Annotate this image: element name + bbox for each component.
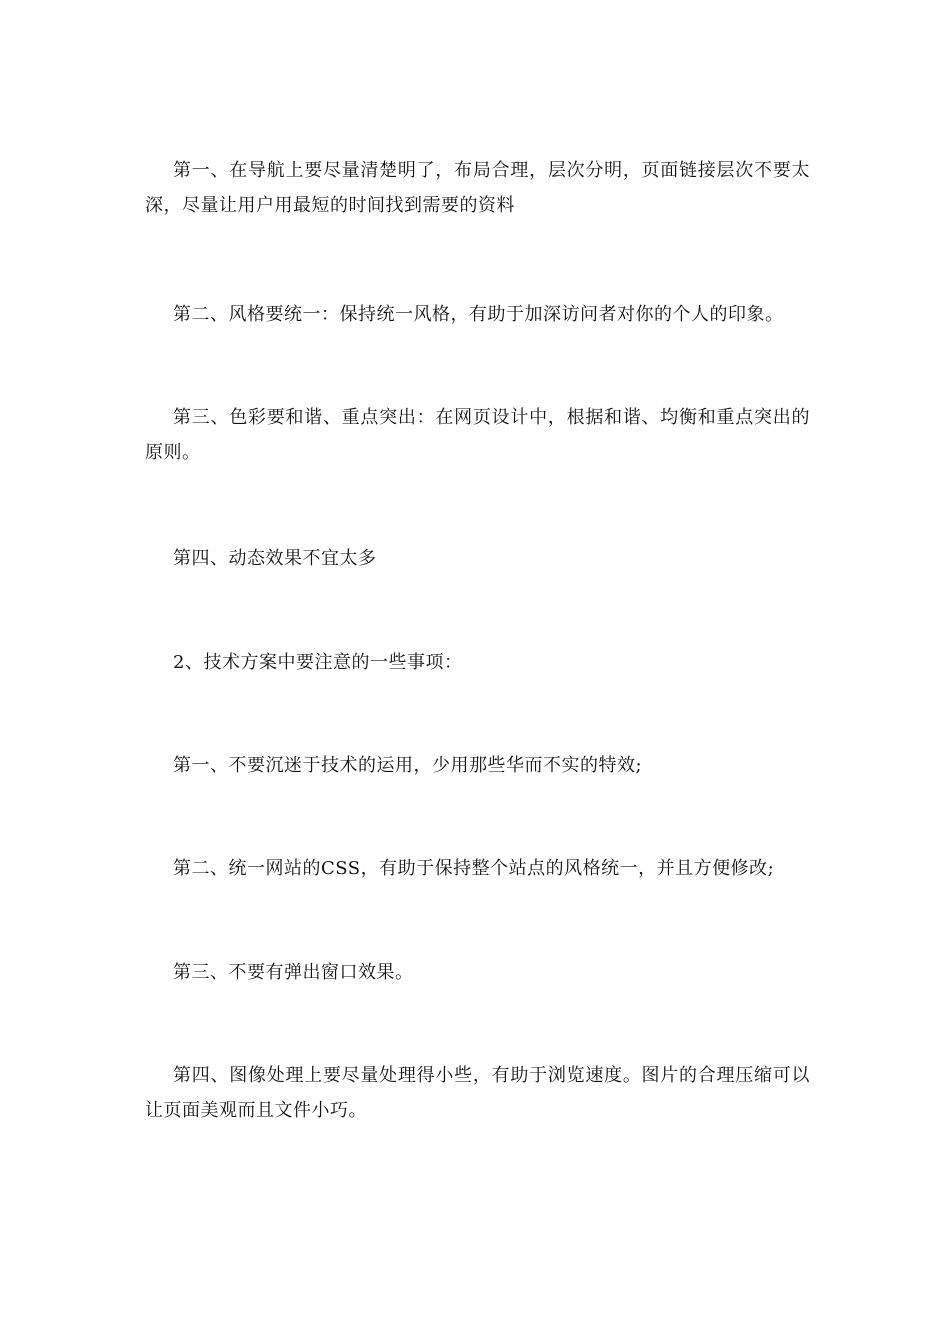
paragraph-dynamic-effects: 第四、动态效果不宜太多 — [173, 548, 377, 569]
paragraph-image-processing: 第四、图像处理上要尽量处理得小些，有助于浏览速度。图片的合理压缩可以让页面美观而且文件小巧。 — [145, 1065, 810, 1121]
paragraph-unified-style: 第二、风格要统一：保持统一风格，有助于加深访问者对你的个人的印象。 — [173, 304, 784, 325]
paragraph-technology-use: 第一、不要沉迷于技术的运用，少用那些华而不实的特效; — [173, 755, 643, 776]
paragraph-css: 第二、统一网站的CSS，有助于保持整个站点的风格统一，并且方便修改; — [173, 858, 775, 879]
section-heading-technical: 2、技术方案中要注意的一些事项： — [173, 652, 463, 673]
paragraph-popups: 第三、不要有弹出窗口效果。 — [173, 962, 414, 983]
paragraph-navigation: 第一、在导航上要尽量清楚明了，布局合理，层次分明，页面链接层次不要太深，尽量让用户用最短的时间找到需要的资料 — [145, 160, 810, 216]
paragraph-color-harmony: 第三、色彩要和谐、重点突出：在网页设计中，根据和谐、均衡和重点突出的原则。 — [145, 407, 810, 463]
